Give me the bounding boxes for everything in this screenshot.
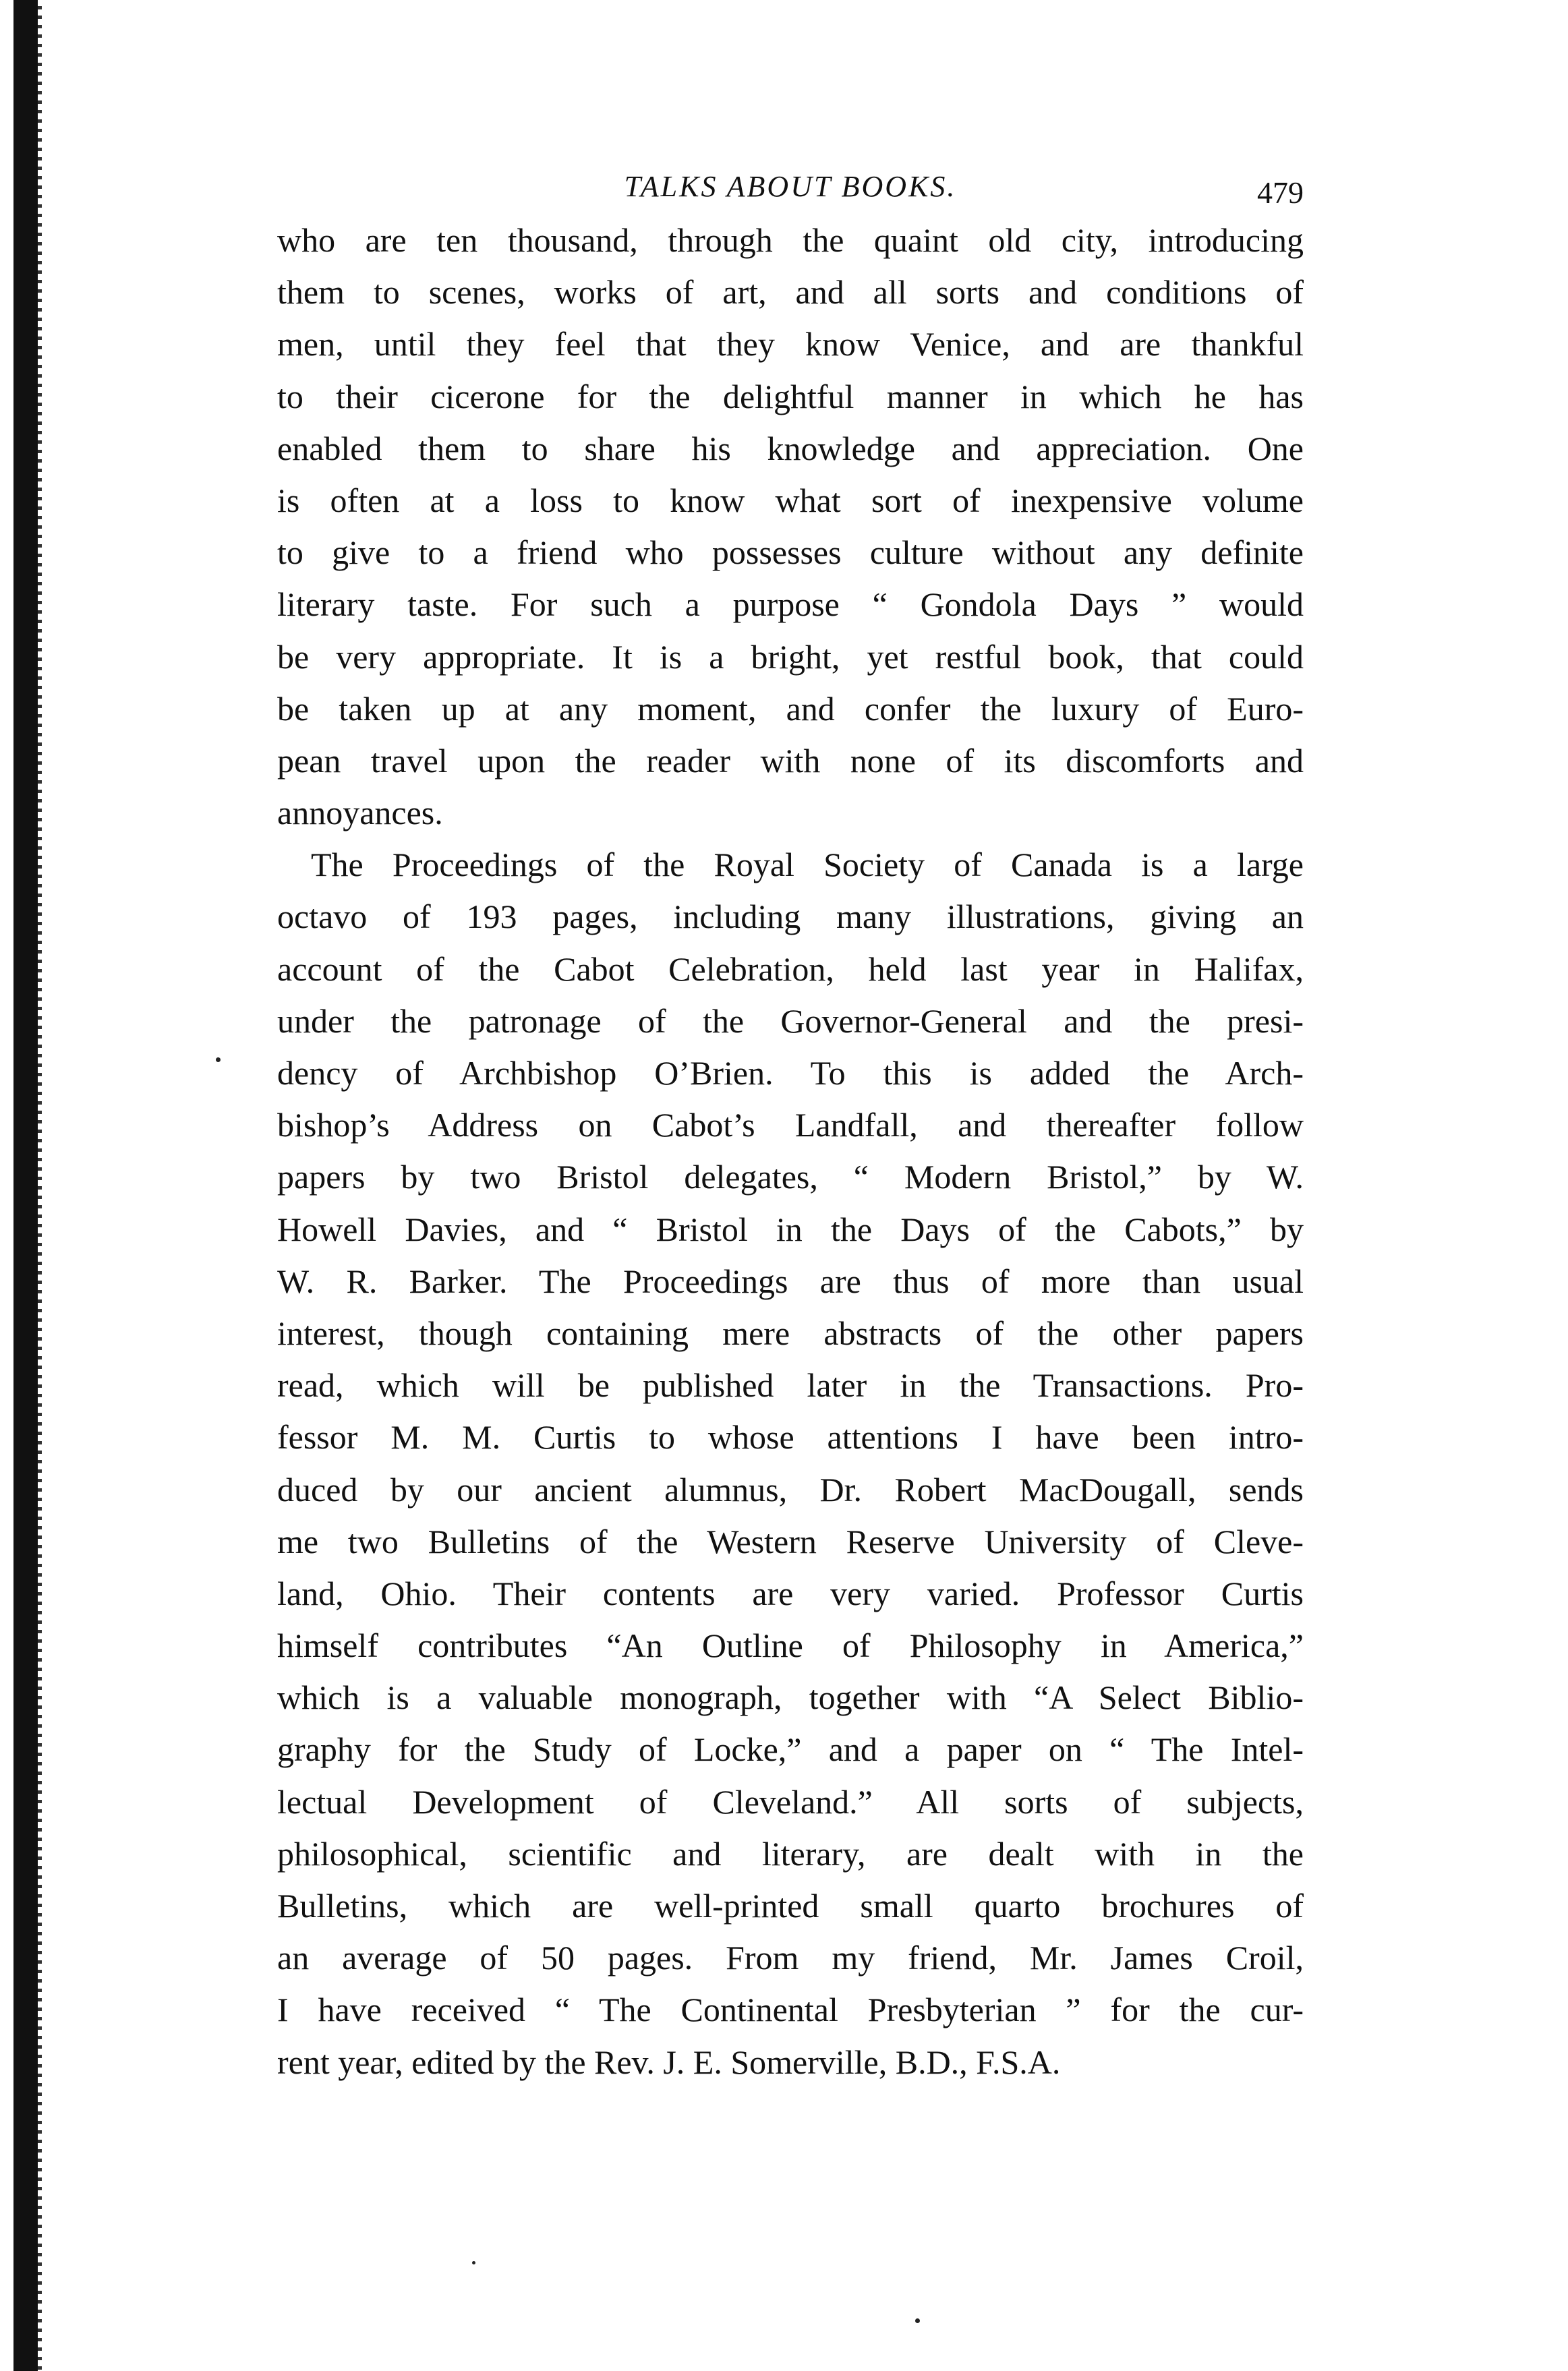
page-body — [277, 214, 1304, 2088]
text-line: Howell Davies, and “ Bristol in the Days of the Cabots,” by — [277, 1210, 1304, 1248]
binding-edge-texture — [38, 0, 42, 2371]
text-line: bishop’s Address on Cabot’s Landfall, and thereafter follow — [277, 1106, 1304, 1144]
text-line: under the patronage of the Governor-General and the presi- — [277, 1001, 1304, 1040]
text-line: duced by our ancient alumnus, Dr. Robert MacDougall, sends — [277, 1470, 1304, 1509]
text-line: himself contributes “An Outline of Philosophy in America,” — [277, 1627, 1304, 1665]
text-line: papers by two Bristol delegates, “ Modern Bristol,” by W. — [277, 1158, 1304, 1196]
text-line: pean travel upon the reader with none of its discomforts and — [277, 741, 1304, 780]
text-line: land, Ohio. Their contents are very varied. Professor Curtis — [277, 1574, 1304, 1612]
text-line: enabled them to share his knowledge and appreciation. One — [277, 429, 1304, 467]
text-line: I have received “ The Continental Presbyterian ” for the cur- — [277, 1991, 1304, 2029]
running-title: TALKS ABOUT BOOKS. — [624, 170, 957, 203]
text-line: an average of 50 pages. From my friend, Mr. James Croil, — [277, 1939, 1304, 1977]
text-line: literary taste. For such a purpose “ Gondola Days ” would — [277, 585, 1304, 624]
scanned-page-binding-edge — [13, 0, 38, 2371]
text-line: lectual Development of Cleveland.” All sorts of subjects, — [277, 1782, 1304, 1821]
page-header — [277, 165, 1304, 212]
text-line: fessor M. M. Curtis to whose attentions I have been intro- — [277, 1418, 1304, 1457]
text-line: annoyances. — [277, 794, 443, 832]
text-line: is often at a loss to know what sort of inexpensive volume — [277, 481, 1304, 519]
speck-mark — [216, 1057, 221, 1062]
text-line: The Proceedings of the Royal Society of Canada is a large — [311, 846, 1304, 884]
speck-mark — [915, 2318, 920, 2323]
text-line: rent year, edited by the Rev. J. E. Somerville, B.D., F.S.A. — [277, 2043, 1061, 2081]
text-line: me two Bulletins of the Western Reserve University of Cleve- — [277, 1522, 1304, 1560]
text-line: Bulletins, which are well-printed small quarto brochures of — [277, 1887, 1304, 1925]
text-line: them to scenes, works of art, and all sorts and conditions of — [277, 273, 1304, 312]
text-line: philosophical, scientific and literary, are dealt with in the — [277, 1834, 1304, 1873]
text-line: be very appropriate. It is a bright, yet restful book, that could — [277, 637, 1304, 676]
text-line: who are ten thousand, through the quaint old city, introducing — [277, 221, 1304, 259]
speck-mark — [472, 2261, 475, 2264]
page-number: 479 — [1257, 175, 1304, 210]
text-line: W. R. Barker. The Proceedings are thus of more than usual — [277, 1262, 1304, 1300]
text-line: men, until they feel that they know Venice, and are thankful — [277, 325, 1304, 363]
text-line: dency of Archbishop O’Brien. To this is added the Arch- — [277, 1054, 1304, 1092]
text-line: which is a valuable monograph, together with “A Select Biblio- — [277, 1678, 1304, 1717]
text-line: interest, though containing mere abstracts of the other papers — [277, 1314, 1304, 1352]
text-line: to give to a friend who possesses culture without any definite — [277, 533, 1304, 572]
text-line: to their cicerone for the delightful manner in which he has — [277, 377, 1304, 415]
text-line: octavo of 193 pages, including many illustrations, giving an — [277, 898, 1304, 936]
text-line: read, which will be published later in the Transactions. Pro- — [277, 1366, 1304, 1405]
text-line: be taken up at any moment, and confer the luxury of Euro- — [277, 689, 1304, 728]
text-line: graphy for the Study of Locke,” and a paper on “ The Intel- — [277, 1730, 1304, 1769]
text-line: account of the Cabot Celebration, held last year in Halifax, — [277, 949, 1304, 988]
